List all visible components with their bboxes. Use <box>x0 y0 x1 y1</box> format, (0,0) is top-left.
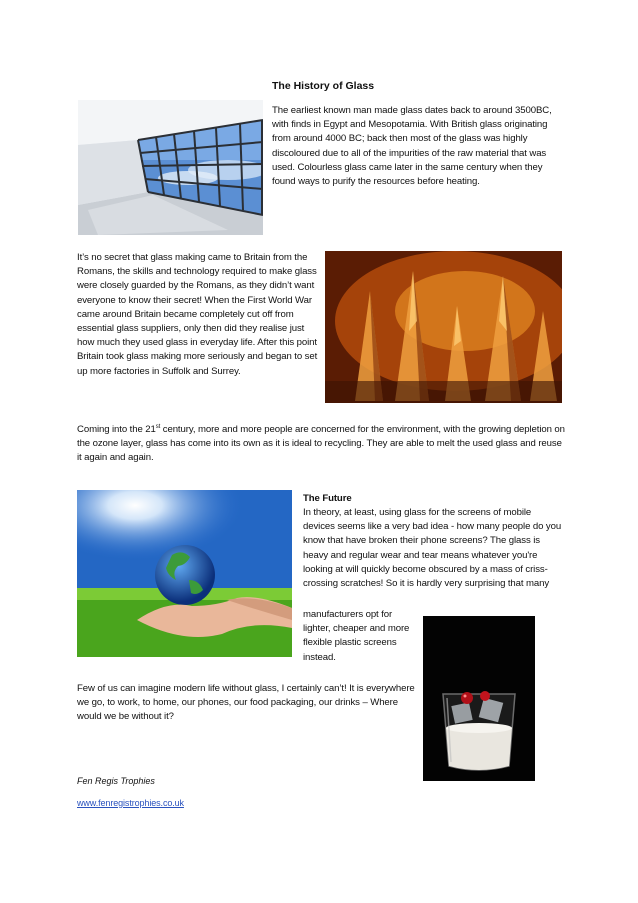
future-heading: The Future <box>303 493 352 504</box>
page-title: The History of Glass <box>272 80 375 92</box>
closing-paragraph: Few of us can imagine modern life without glass, I certainly can’t! It is everywhere we go, to work, to home, our phones, our food packaging, our drinks – Where would we be without it? <box>77 683 415 723</box>
century-paragraph <box>77 423 565 466</box>
glass-drink-image <box>423 616 535 781</box>
future-paragraph-bottom: manufacturers opt for lighter, cheaper and more flexible plastic screens instead. <box>303 609 410 663</box>
orange-glass-trophies-image <box>325 251 562 403</box>
century-superscript: st <box>155 423 161 430</box>
glass-window-corridor-image <box>78 100 263 235</box>
future-paragraph-top: In theory, at least, using glass for the screens of mobile devices seems like a very bad idea - how many people do you know that have broken their phone screens? The glass is heavy and regular wear and tear means whatever you're looking at will quickly become obscured by a mass of criss-crossing scratches! So it is hardly very surprising that many <box>303 507 562 590</box>
company-name: Fen Regis Trophies <box>77 776 155 786</box>
globe-in-hand-image <box>77 490 292 657</box>
britain-paragraph: It’s no secret that glass making came to Britain from the Romans, the skills and technology required to make glass were closely guarded by the Romans, as they didn’t want everyone to know their secret! When the First World War came around Britain became completely cut off from essential glass suppliers, only then did they realise just how much they used glass in everyday life. After this point Britain took glass making more seriously and began to set up more factories in Suffolk and Surrey. <box>77 252 318 377</box>
century-text-start: Coming into the 21 <box>77 424 156 435</box>
century-text-end: century, more and more people are concerned for the environment, with the growing depletion on the ozone layer, glass has come into its own as it is ideal to recycling. They are able to melt the used glass and reuse it again and again. <box>77 424 565 464</box>
intro-paragraph: The earliest known man made glass dates back to around 3500BC, with finds in Egypt and Mesopotamia. With British glass originating from around 4000 BC; back then most of the glass was highly discoloured due to all of the impurities of the raw material that was used. Colourless glass came later in the same century when they found ways to purify the resources before heating. <box>272 105 552 188</box>
company-website-link[interactable]: www.fenregistrophies.co.uk <box>77 798 184 808</box>
